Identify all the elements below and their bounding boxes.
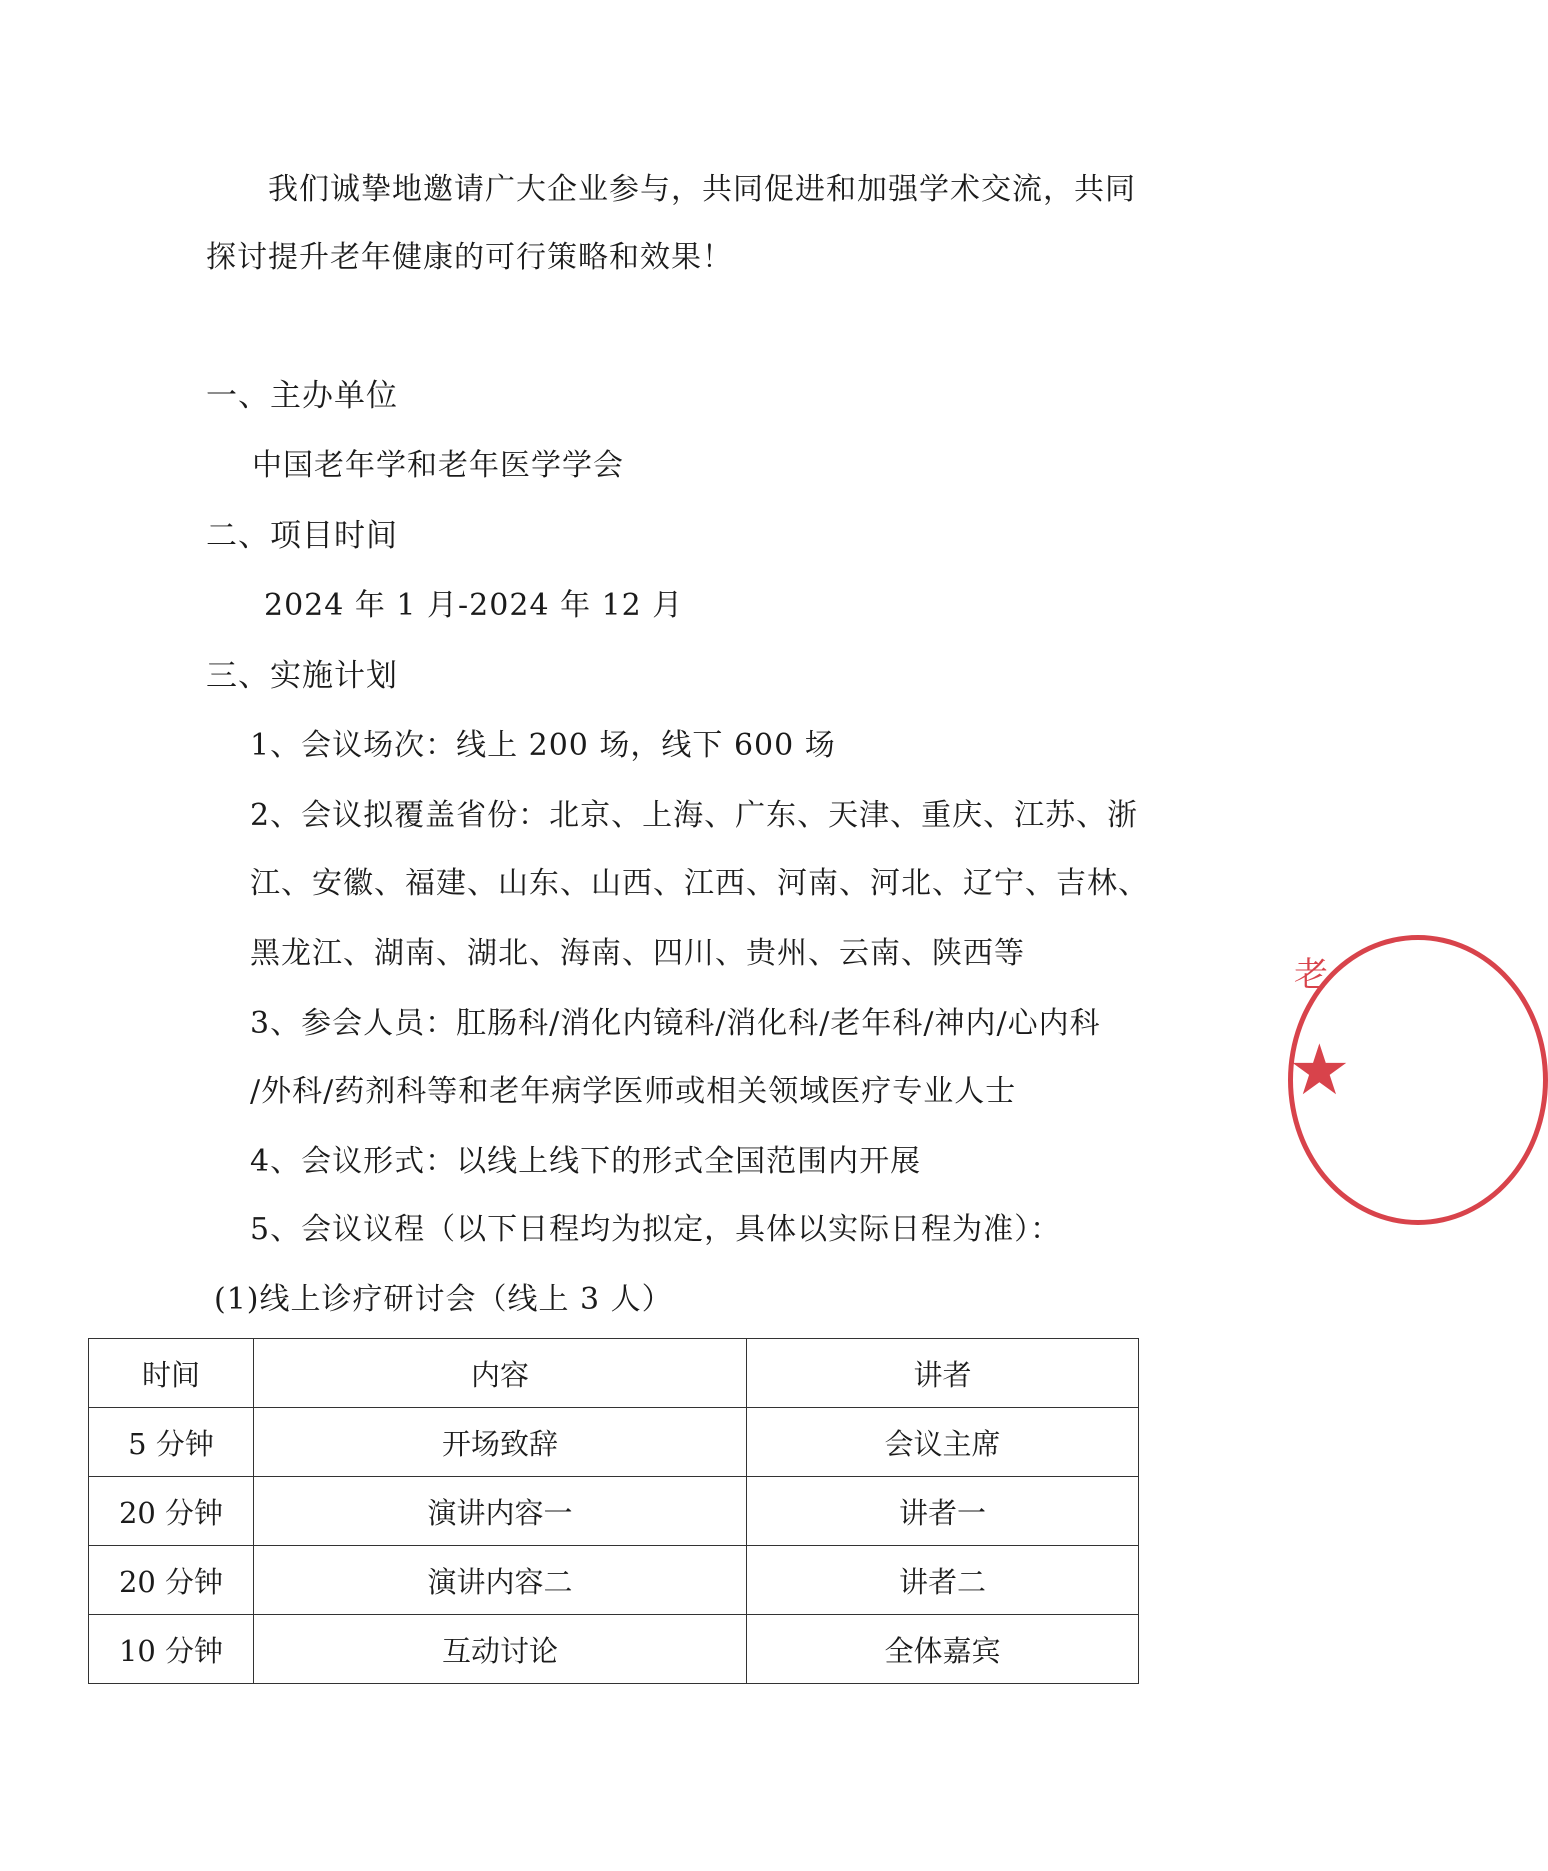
star-icon: ★ (1288, 1029, 1351, 1111)
plan-item-3-cont: /外科/药剂科等和老年病学医师或相关领域医疗专业人士 (250, 1074, 1017, 1109)
cell-time: 20 分钟 (89, 1477, 254, 1546)
agenda-table (88, 1338, 1139, 1684)
cell-content: 开场致辞 (254, 1408, 747, 1477)
cell-time: 10 分钟 (89, 1615, 254, 1684)
table-header-row (89, 1339, 1139, 1408)
plan-item-2: 2、会议拟覆盖省份：北京、上海、广东、天津、重庆、江苏、浙 (250, 798, 1139, 833)
plan-item-1: 1、会议场次：线上 200 场，线下 600 场 (250, 728, 836, 763)
plan-item-4: 4、会议形式：以线上线下的形式全国范围内开展 (250, 1144, 922, 1179)
intro-line-1: 我们诚挚地邀请广大企业参与，共同促进和加强学术交流，共同 (268, 172, 1136, 207)
plan-item-5: 5、会议议程（以下日程均为拟定，具体以实际日程为准）： (250, 1212, 1062, 1247)
plan-item-2-cont-2: 黑龙江、湖南、湖北、海南、四川、贵州、云南、陕西等 (250, 936, 1025, 971)
cell-time: 5 分钟 (89, 1408, 254, 1477)
cell-speaker: 讲者二 (747, 1546, 1139, 1615)
header-speaker: 讲者 (747, 1339, 1139, 1408)
table-row (89, 1477, 1139, 1546)
project-time: 2024 年 1 月-2024 年 12 月 (264, 588, 684, 623)
cell-speaker: 讲者一 (747, 1477, 1139, 1546)
cell-speaker: 会议主席 (747, 1408, 1139, 1477)
header-time: 时间 (89, 1339, 254, 1408)
cell-speaker: 全体嘉宾 (747, 1615, 1139, 1684)
time-heading: 二、项目时间 (206, 518, 398, 554)
organizer-name: 中国老年学和老年医学学会 (252, 448, 624, 483)
cell-time: 20 分钟 (89, 1546, 254, 1615)
table-row (89, 1615, 1139, 1684)
red-seal-stamp (1288, 935, 1351, 1225)
plan-heading: 三、实施计划 (206, 658, 398, 694)
plan-item-2-cont-1: 江、安徽、福建、山东、山西、江西、河南、河北、辽宁、吉林、 (250, 866, 1149, 901)
cell-content: 互动讨论 (254, 1615, 747, 1684)
plan-item-3: 3、参会人员：肛肠科/消化内镜科/消化科/老年科/神内/心内科 (250, 1006, 1101, 1041)
table-row (89, 1408, 1139, 1477)
seal-char: 老 (1294, 955, 1328, 995)
header-content: 内容 (254, 1339, 747, 1408)
table-title: (1)线上诊疗研讨会（线上 3 人） (214, 1282, 673, 1317)
table-row (89, 1546, 1139, 1615)
organizer-heading: 一、主办单位 (206, 378, 398, 414)
cell-content: 演讲内容一 (254, 1477, 747, 1546)
intro-line-2: 探讨提升老年健康的可行策略和效果！ (206, 240, 733, 275)
cell-content: 演讲内容二 (254, 1546, 747, 1615)
